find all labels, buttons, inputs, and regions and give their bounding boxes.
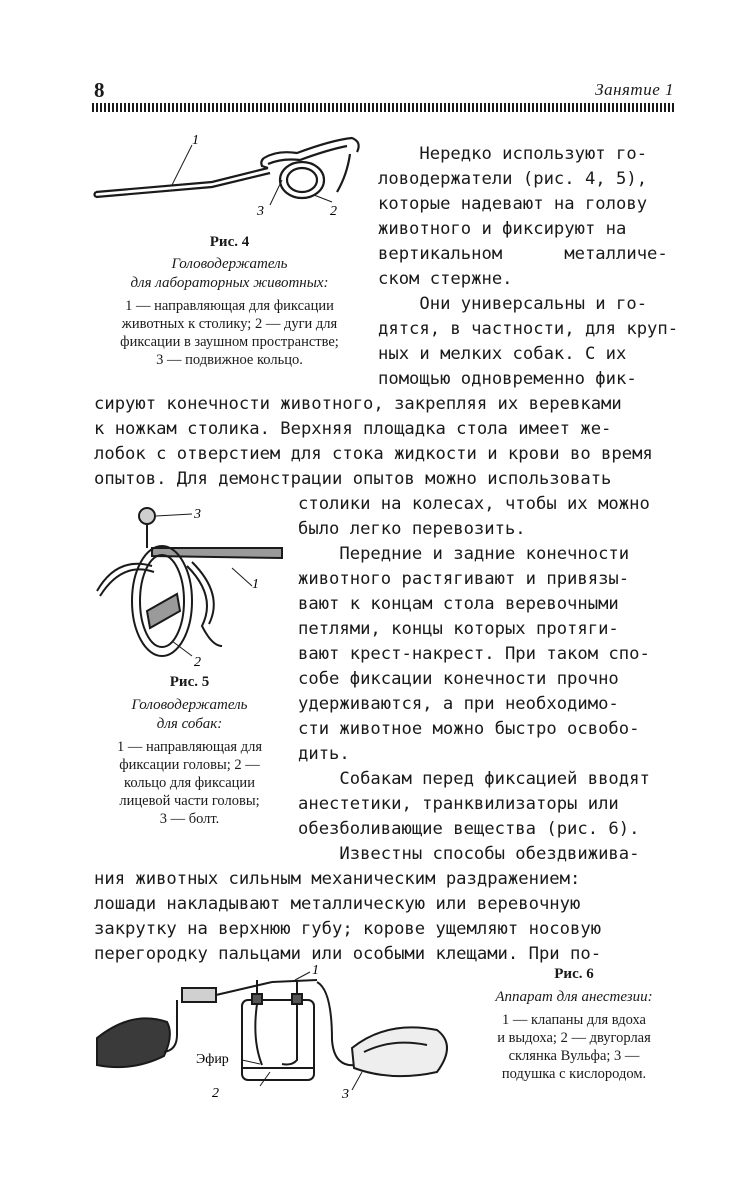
body-line: дить. <box>298 744 350 764</box>
body-line: животного растягивают и привязы- <box>298 569 630 589</box>
figure-5-legend <box>92 738 287 828</box>
figure-5-subtitle-line: для собак: <box>156 716 223 732</box>
body-line: ния животных сильным механическим раздражением: <box>94 869 581 889</box>
figure-5-title: Рис. 5 <box>169 674 210 690</box>
body-line: петлями, концы которых протяги- <box>298 619 619 639</box>
figure-4-legend-line: животных к столику; 2 — дуги для <box>121 316 338 332</box>
body-line: сируют конечности животного, закрепляя их веревками <box>94 394 622 414</box>
figure-5-label-3: 3 <box>194 507 201 522</box>
body-line: лошади накладывают металлическую или веревочную <box>94 894 581 914</box>
figure-4-illustration <box>92 120 367 230</box>
figure-4-legend-line: 3 — подвижное кольцо. <box>156 352 303 368</box>
figure-4-label-3: 3 <box>257 204 264 219</box>
body-line: удерживаются, а при необходимо- <box>298 694 619 714</box>
ether-label: Эфир <box>196 1052 229 1067</box>
body-line: было легко перевозить. <box>298 519 526 539</box>
figure-5-legend-line: кольцо для фиксации <box>124 775 255 791</box>
figure-6-label-1: 1 <box>312 963 319 978</box>
body-line: вают к концам стола веревочными <box>298 594 619 614</box>
figure-4-title: Рис. 4 <box>209 234 250 250</box>
body-line: которые надевают на голову <box>378 194 648 214</box>
figure-6-subtitle <box>476 988 672 1007</box>
figure-5 <box>92 496 287 828</box>
header-rule <box>92 103 674 112</box>
figure-5-subtitle-line: Головодержатель <box>131 697 248 713</box>
body-line: вают крест-накрест. При таком спо- <box>298 644 650 664</box>
body-line: Передние и задние конечности <box>298 544 630 564</box>
figure-4-subtitle <box>92 255 367 293</box>
figure-6-legend <box>476 1011 672 1083</box>
body-line: ском стержне. <box>378 269 513 289</box>
body-line: дятся, в частности, для круп- <box>378 319 679 339</box>
figure-4-legend <box>92 297 367 369</box>
body-line: обезболивающие вещества (рис. 6). <box>298 819 640 839</box>
body-line: Нередко используют го- <box>378 144 648 164</box>
body-line: столики на колесах, чтобы их можно <box>298 494 650 514</box>
figure-4-subtitle-line: Головодержатель <box>171 256 288 272</box>
figure-5-subtitle <box>92 696 287 734</box>
body-line: опытов. Для демонстрации опытов можно использовать <box>94 469 612 489</box>
figure-4 <box>92 120 367 369</box>
figure-4-label-1: 1 <box>192 133 199 148</box>
figure-6-illustration-wrap <box>92 960 477 1110</box>
body-line: перегородку пальцами или особыми клещами. При по- <box>94 944 602 964</box>
body-line: вертикальном металличе- <box>378 244 668 264</box>
figure-6-label-2: 2 <box>212 1086 219 1101</box>
body-line: лобок с отверстием для стока жидкости и крови во время <box>94 444 653 464</box>
figure-6-legend-line: 1 — клапаны для вдоха <box>501 1012 646 1028</box>
body-line: к ножкам столика. Верхняя площадка стола имеет же- <box>94 419 612 439</box>
body-line: закрутку на верхнюю губу; корове ущемляют носовую <box>94 919 602 939</box>
body-line: животного и фиксируют на <box>378 219 627 239</box>
figure-5-legend-line: 3 — болт. <box>159 811 220 827</box>
figure-5-legend-line: фиксации головы; 2 — <box>119 757 260 773</box>
figure-4-subtitle-line: для лабораторных животных: <box>130 275 329 291</box>
figure-5-illustration <box>92 496 287 674</box>
body-line: помощью одновременно фик- <box>378 369 637 389</box>
figure-5-label-2: 2 <box>194 655 201 670</box>
figure-6-legend-line: подушка с кислородом. <box>501 1066 647 1082</box>
figure-6-legend-line: склянка Вульфа; 3 — <box>508 1048 640 1064</box>
body-line: анестетики, транквилизаторы или <box>298 794 619 814</box>
figure-4-legend-line: фиксации в заушном пространстве; <box>120 334 339 350</box>
figure-4-label-2: 2 <box>330 204 337 219</box>
figure-6-title: Рис. 6 <box>554 966 594 982</box>
body-line: ловодержатели (рис. 4, 5), <box>378 169 648 189</box>
body-line: Они универсальны и го- <box>378 294 648 314</box>
body-line: Известны способы обездвижива- <box>298 844 640 864</box>
figure-6-subtitle-line: Аппарат для анестезии: <box>495 989 653 1005</box>
figure-5-legend-line: 1 — направляющая для <box>116 739 263 755</box>
body-line: сти животное можно быстро освобо- <box>298 719 640 739</box>
body-line: Собакам перед фиксацией вводят <box>298 769 650 789</box>
page-number: 8 <box>94 78 105 102</box>
figure-4-legend-line: 1 — направляющая для фиксации <box>125 298 334 314</box>
section-title: Занятие 1 <box>595 80 674 99</box>
figure-6-legend-line: и выдоха; 2 — двугорлая <box>497 1030 651 1046</box>
figure-6-label-3: 3 <box>342 1087 349 1102</box>
page-header <box>92 78 674 102</box>
figure-5-legend-line: лицевой части головы; <box>119 793 260 809</box>
figure-6-illustration <box>92 960 477 1110</box>
body-line: собе фиксации конечности прочно <box>298 669 619 689</box>
body-line: ных и мелких собак. С их <box>378 344 627 364</box>
figure-6-caption <box>476 966 672 1083</box>
figure-5-label-1: 1 <box>252 577 259 592</box>
